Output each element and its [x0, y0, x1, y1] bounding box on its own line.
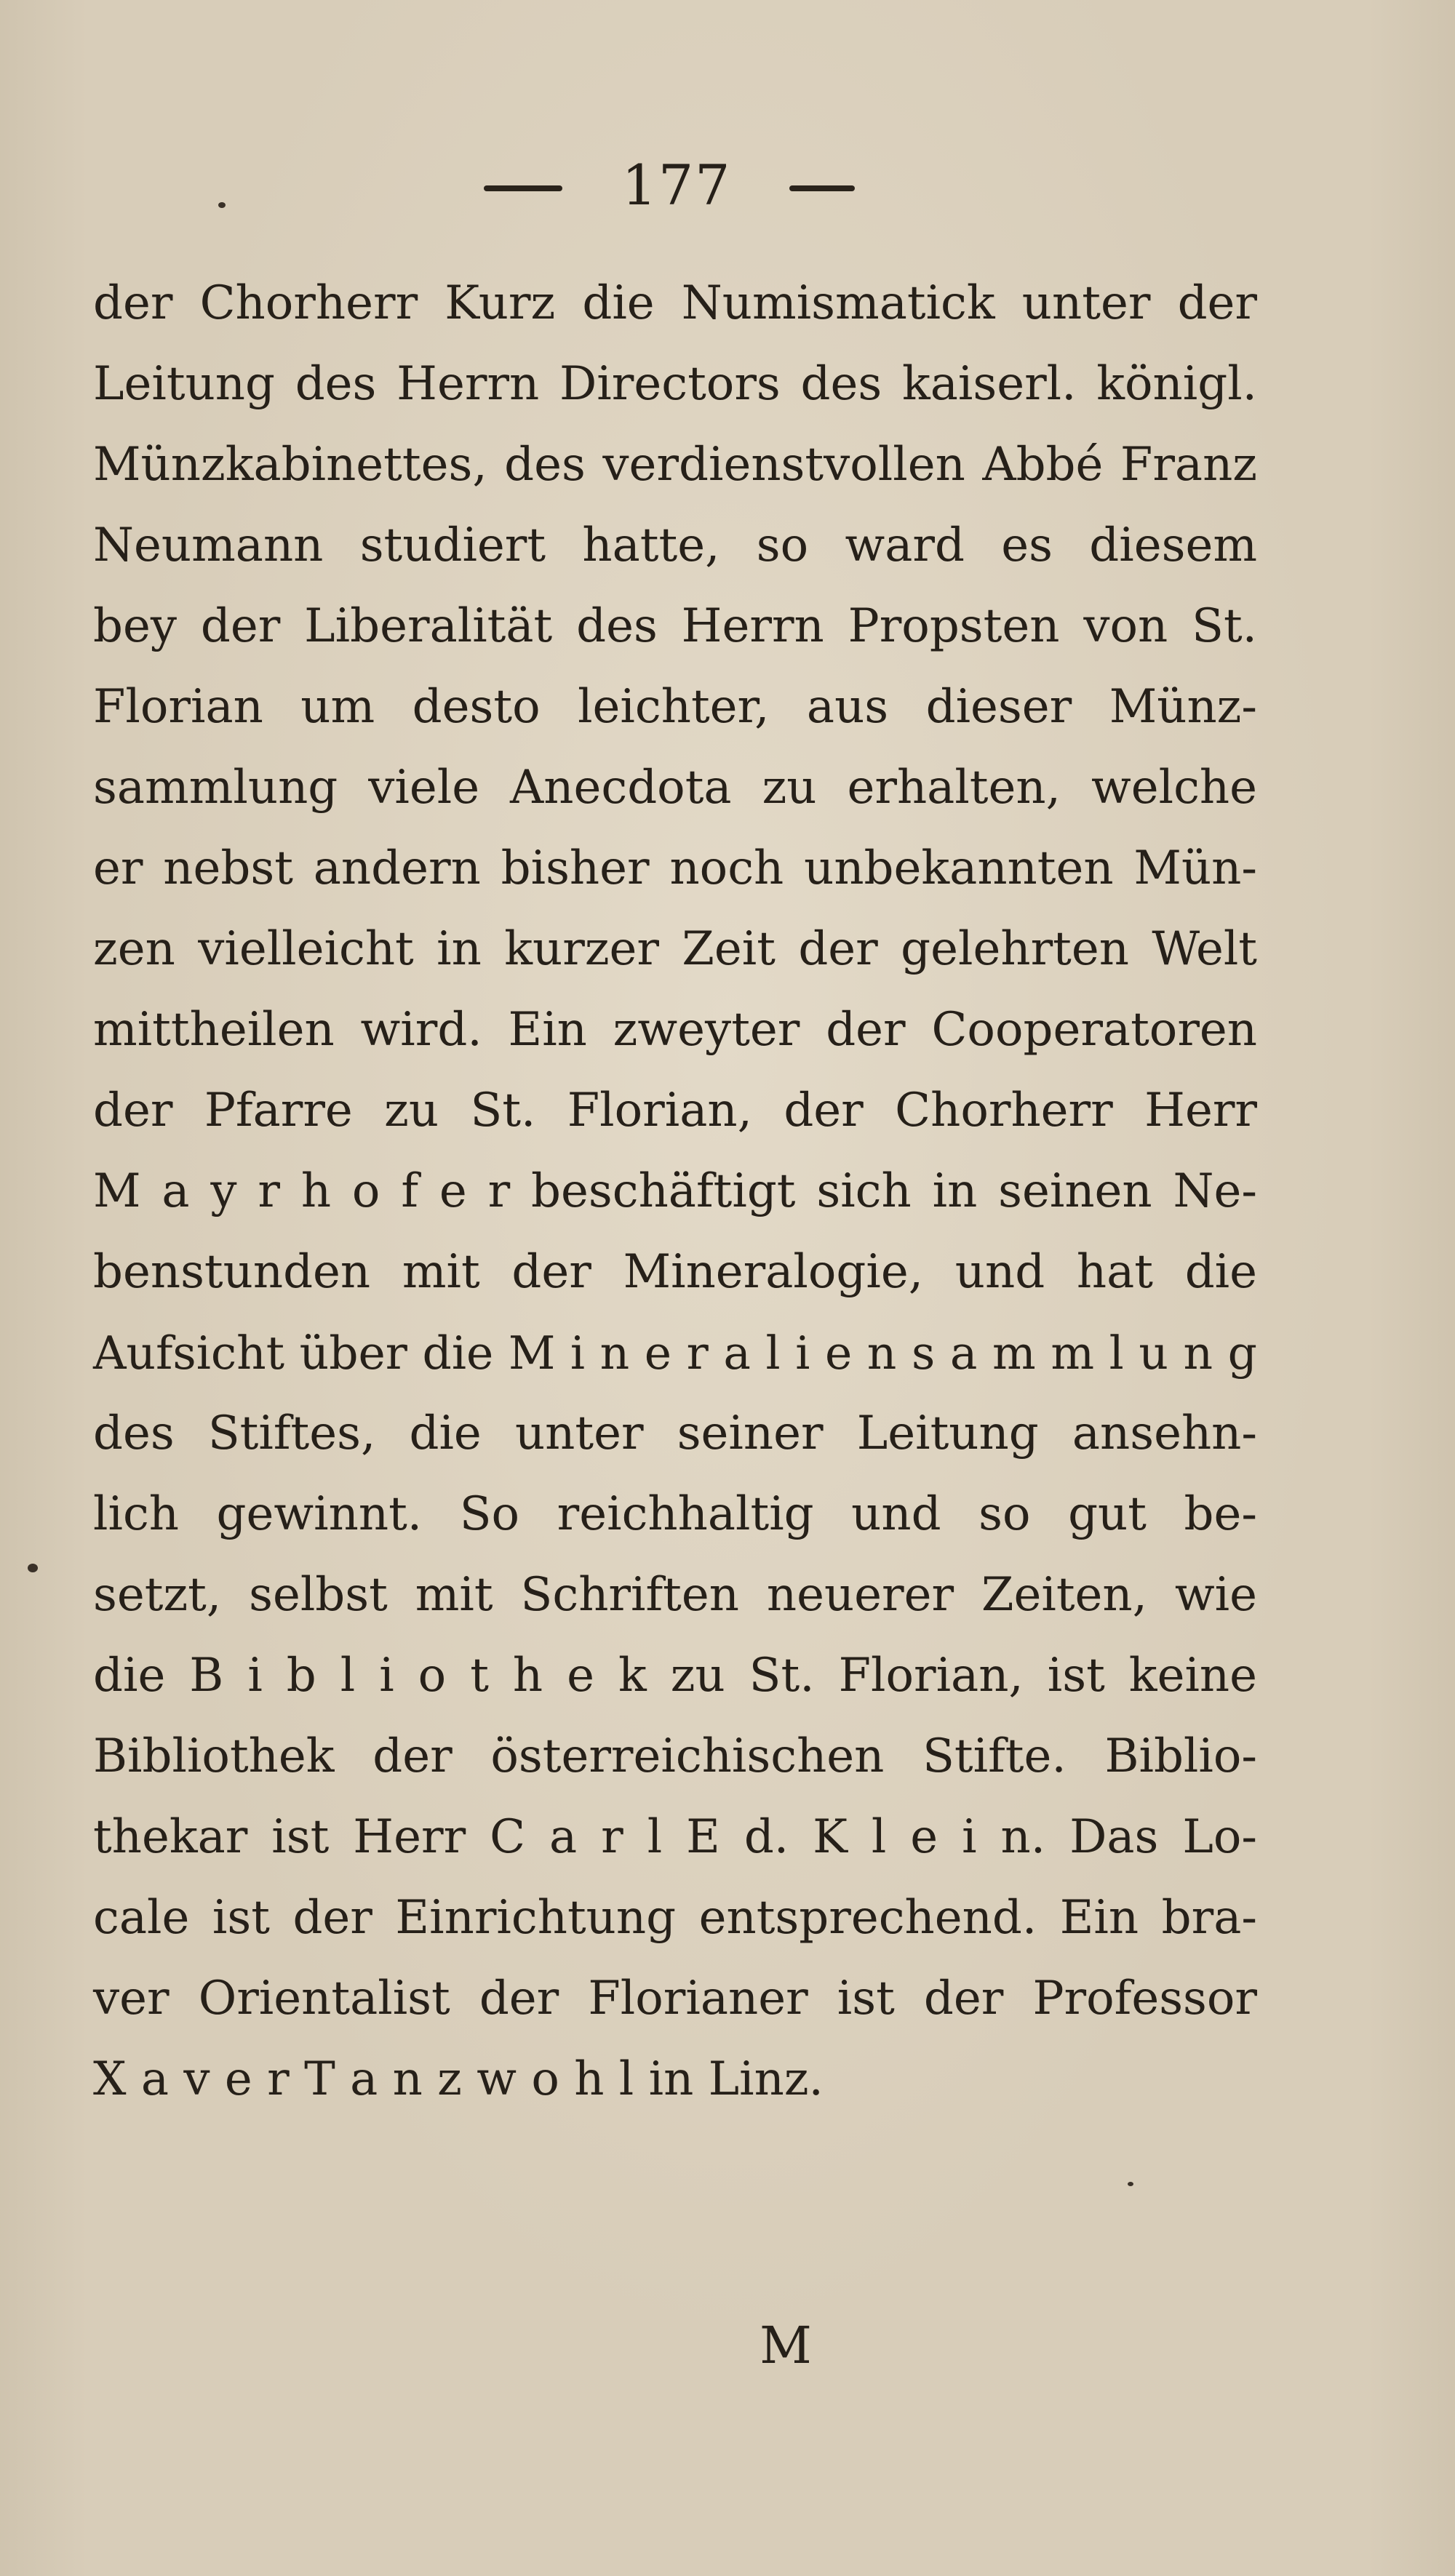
text-line: mittheilen wird. Ein zweyter der Cooperatoren [93, 1003, 1257, 1057]
text-line: Münzkabinettes, des verdienstvollen Abbé Franz [93, 438, 1257, 492]
text-line: ver Orientalist der Florianer ist der Professor [93, 1972, 1257, 2025]
text-line: der Pfarre zu St. Florian, der Chorherr Herr [93, 1084, 1257, 1137]
text-line: er nebst andern bisher noch unbekannten Mün- [93, 841, 1257, 895]
header-dash-right [789, 185, 855, 191]
paper-speck [1128, 2182, 1133, 2186]
text-line: lich gewinnt. So reichhaltig und so gut be- [93, 1487, 1257, 1541]
text-line: der Chorherr Kurz die Numismatick unter der [93, 276, 1257, 330]
text-line: Aufsicht über die M i n e r a l i e n s a m m l u n g [93, 1327, 1257, 1380]
page-number: 177 [621, 153, 732, 217]
text-line: M a y r h o f e r beschäftigt sich in seinen Ne- [93, 1164, 1257, 1218]
text-line: Florian um desto leichter, aus dieser Münz- [93, 680, 1257, 734]
header-dash-left [484, 185, 562, 191]
text-line: des Stiftes, die unter seiner Leitung ansehn- [93, 1407, 1257, 1460]
text-line: Leitung des Herrn Directors des kaiserl. königl. [93, 357, 1257, 411]
text-line: cale ist der Einrichtung entsprechend. Ein bra- [93, 1891, 1257, 1945]
text-line: zen vielleicht in kurzer Zeit der gelehrten Welt [93, 922, 1257, 976]
text-line: Bibliothek der österreichischen Stifte. Biblio- [93, 1729, 1257, 1783]
catchword: M [760, 2316, 812, 2375]
text-line: Neumann studiert hatte, so ward es diesem [93, 519, 1257, 572]
text-line: benstunden mit der Mineralogie, und hat die [93, 1245, 1257, 1299]
text-line: die B i b l i o t h e k zu St. Florian, ist keine [93, 1649, 1257, 1703]
body-text [93, 263, 1257, 2120]
paper-speck [218, 202, 226, 208]
text-line: thekar ist Herr C a r l E d. K l e i n. Das Lo- [93, 1810, 1257, 1864]
text-line: X a v e r T a n z w o h l in Linz. [93, 2052, 824, 2106]
page-header [0, 138, 1455, 225]
text-line: bey der Liberalität des Herrn Propsten von St. [93, 599, 1257, 653]
text-line: sammlung viele Anecdota zu erhalten, welche [93, 761, 1257, 815]
text-line: setzt, selbst mit Schriften neuerer Zeiten, wie [93, 1568, 1257, 1622]
paper-speck [28, 1564, 38, 1572]
